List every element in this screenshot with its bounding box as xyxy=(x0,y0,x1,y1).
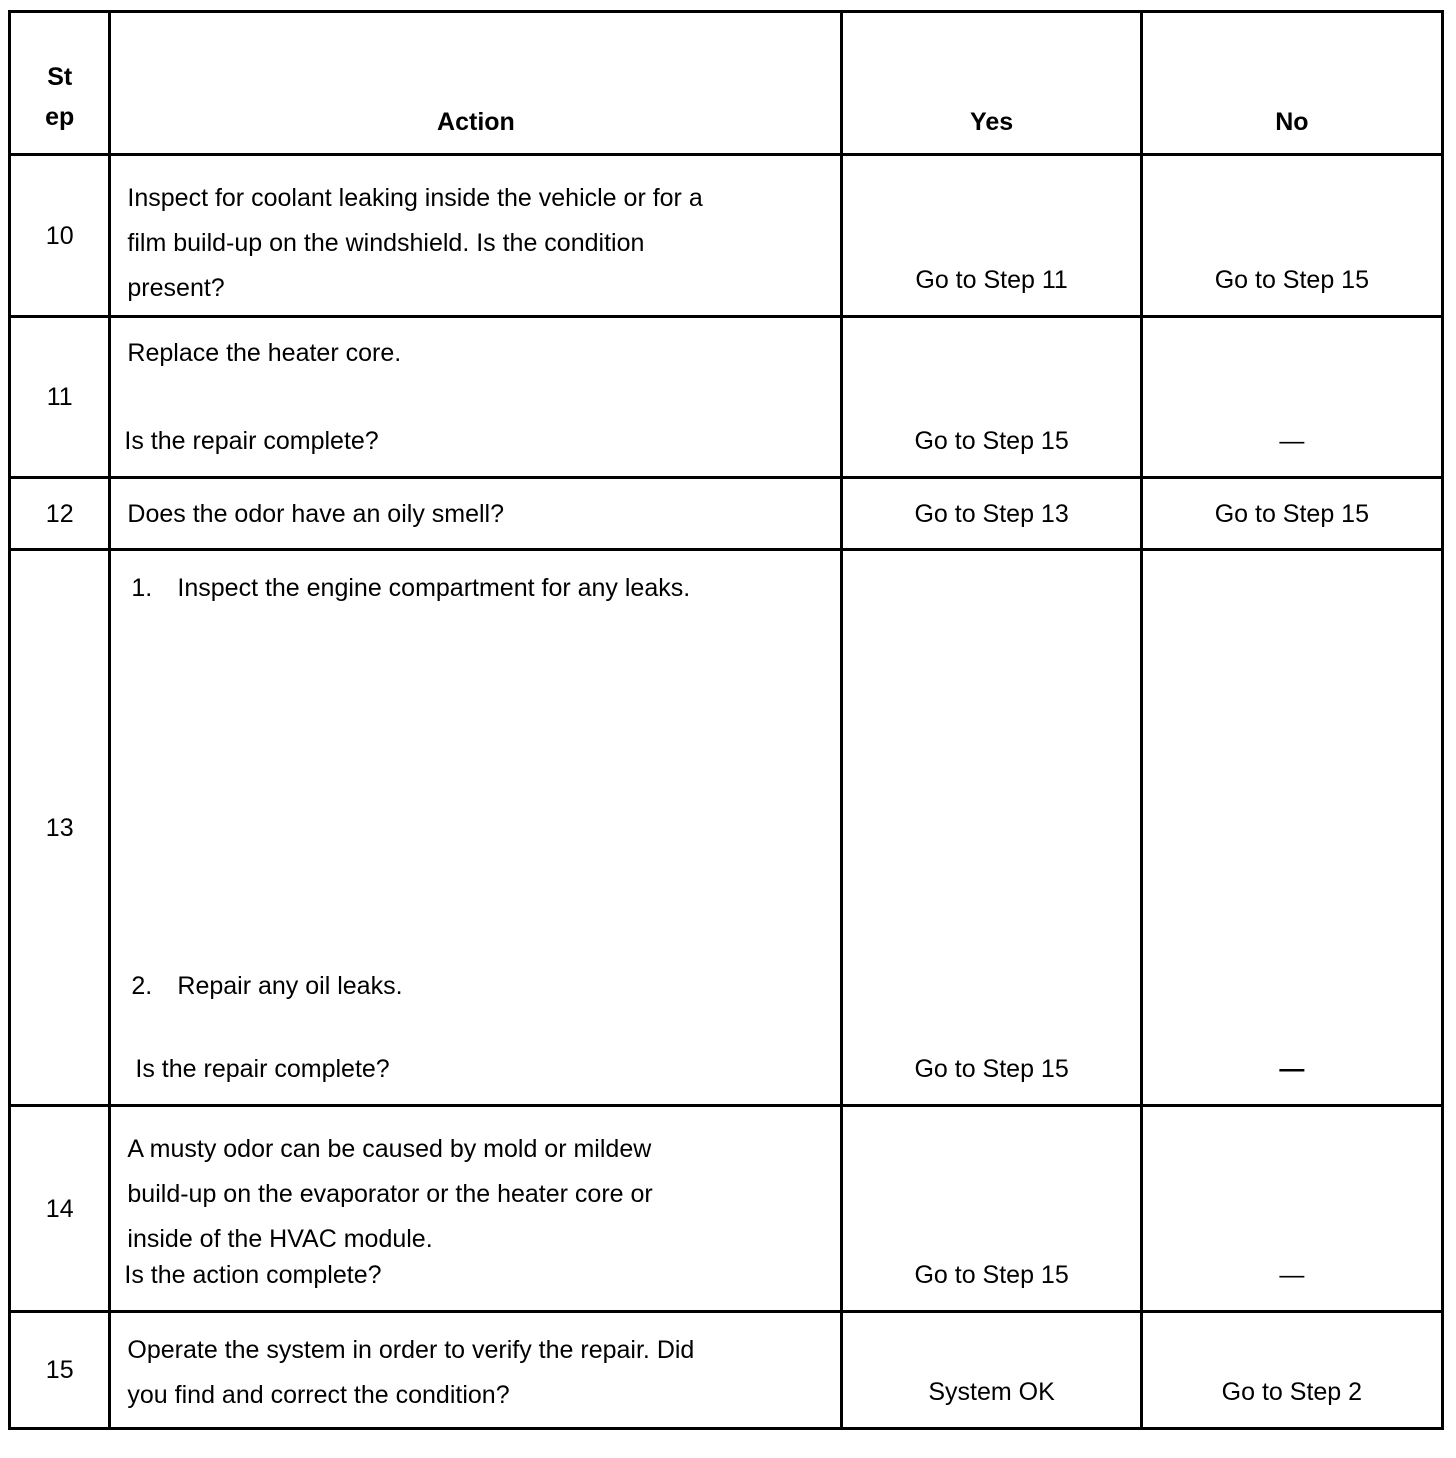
list-item-number: 2. xyxy=(131,972,153,1000)
step-number: 15 xyxy=(45,1356,74,1384)
yes-cell xyxy=(842,1106,1141,1312)
action-text: you find and correct the condition? xyxy=(127,1381,510,1409)
action-question: Is the repair complete? xyxy=(124,427,379,455)
step-cell xyxy=(10,550,110,1106)
yes-result: Go to Step 15 xyxy=(914,1261,1069,1289)
yes-result: Go to Step 13 xyxy=(914,499,1069,528)
header-action-cell xyxy=(110,12,842,155)
list-item xyxy=(131,971,402,1001)
table-row xyxy=(10,155,1443,317)
action-text: A musty odor can be caused by mold or mildew xyxy=(127,1135,652,1163)
header-step-cell xyxy=(10,12,110,155)
action-question: Is the repair complete? xyxy=(135,1055,390,1083)
yes-result: Go to Step 15 xyxy=(914,427,1069,455)
no-result: Go to Step 15 xyxy=(1214,266,1369,294)
yes-result: Go to Step 15 xyxy=(914,1055,1069,1083)
action-text: Does the odor have an oily smell? xyxy=(127,499,505,528)
list-item-number: 1. xyxy=(131,574,153,602)
header-step-line2: ep xyxy=(45,103,75,131)
list-item-text: Repair any oil leaks. xyxy=(177,972,403,1000)
no-result: — xyxy=(1279,427,1305,455)
table-row xyxy=(10,478,1443,550)
step-number: 13 xyxy=(45,813,74,842)
header-action: Action xyxy=(437,108,515,136)
step-cell xyxy=(10,478,110,550)
header-row xyxy=(10,12,1443,155)
yes-cell xyxy=(842,1312,1141,1429)
list-item-text: Inspect the engine compartment for any leaks. xyxy=(177,574,691,602)
action-cell xyxy=(110,1106,842,1312)
yes-cell xyxy=(842,155,1141,317)
action-cell xyxy=(110,478,842,550)
header-no: No xyxy=(1275,108,1309,136)
yes-cell xyxy=(842,478,1141,550)
step-number: 14 xyxy=(45,1194,74,1223)
table-row xyxy=(10,550,1443,1106)
diagnostic-table xyxy=(8,10,1444,1430)
action-text: Replace the heater core. xyxy=(127,339,402,367)
no-result: Go to Step 2 xyxy=(1221,1378,1363,1406)
table-row xyxy=(10,317,1443,478)
step-cell xyxy=(10,317,110,478)
step-number: 10 xyxy=(45,221,74,250)
header-yes-cell xyxy=(842,12,1141,155)
no-cell xyxy=(1141,1106,1442,1312)
table-row xyxy=(10,1106,1443,1312)
action-cell xyxy=(110,155,842,317)
action-cell xyxy=(110,1312,842,1429)
yes-cell xyxy=(842,550,1141,1106)
action-text: film build-up on the windshield. Is the condition xyxy=(127,229,645,257)
table-row xyxy=(10,1312,1443,1429)
no-cell xyxy=(1141,317,1442,478)
list-item xyxy=(131,573,690,603)
action-text: Operate the system in order to verify the repair. Did xyxy=(127,1336,695,1364)
no-cell xyxy=(1141,155,1442,317)
yes-result: System OK xyxy=(928,1378,1055,1406)
action-text: build-up on the evaporator or the heater core or xyxy=(127,1180,653,1208)
no-cell xyxy=(1141,550,1442,1106)
step-cell xyxy=(10,1106,110,1312)
header-no-cell xyxy=(1141,12,1442,155)
action-text: Inspect for coolant leaking inside the vehicle or for a xyxy=(127,184,703,212)
no-result: Go to Step 15 xyxy=(1214,499,1369,528)
step-cell xyxy=(10,155,110,317)
header-yes: Yes xyxy=(970,108,1014,136)
action-cell xyxy=(110,317,842,478)
no-result: — xyxy=(1279,1261,1305,1289)
action-text: inside of the HVAC module. xyxy=(127,1225,433,1253)
step-cell xyxy=(10,1312,110,1429)
step-number: 11 xyxy=(46,383,73,411)
no-cell xyxy=(1141,1312,1442,1429)
yes-cell xyxy=(842,317,1141,478)
action-question: Is the action complete? xyxy=(124,1261,382,1289)
yes-result: Go to Step 11 xyxy=(915,266,1068,294)
no-result: — xyxy=(1279,1055,1305,1083)
action-cell xyxy=(110,550,842,1106)
header-step-line1: St xyxy=(47,63,73,91)
no-cell xyxy=(1141,478,1442,550)
step-number: 12 xyxy=(45,499,74,528)
action-text: present? xyxy=(127,274,225,302)
